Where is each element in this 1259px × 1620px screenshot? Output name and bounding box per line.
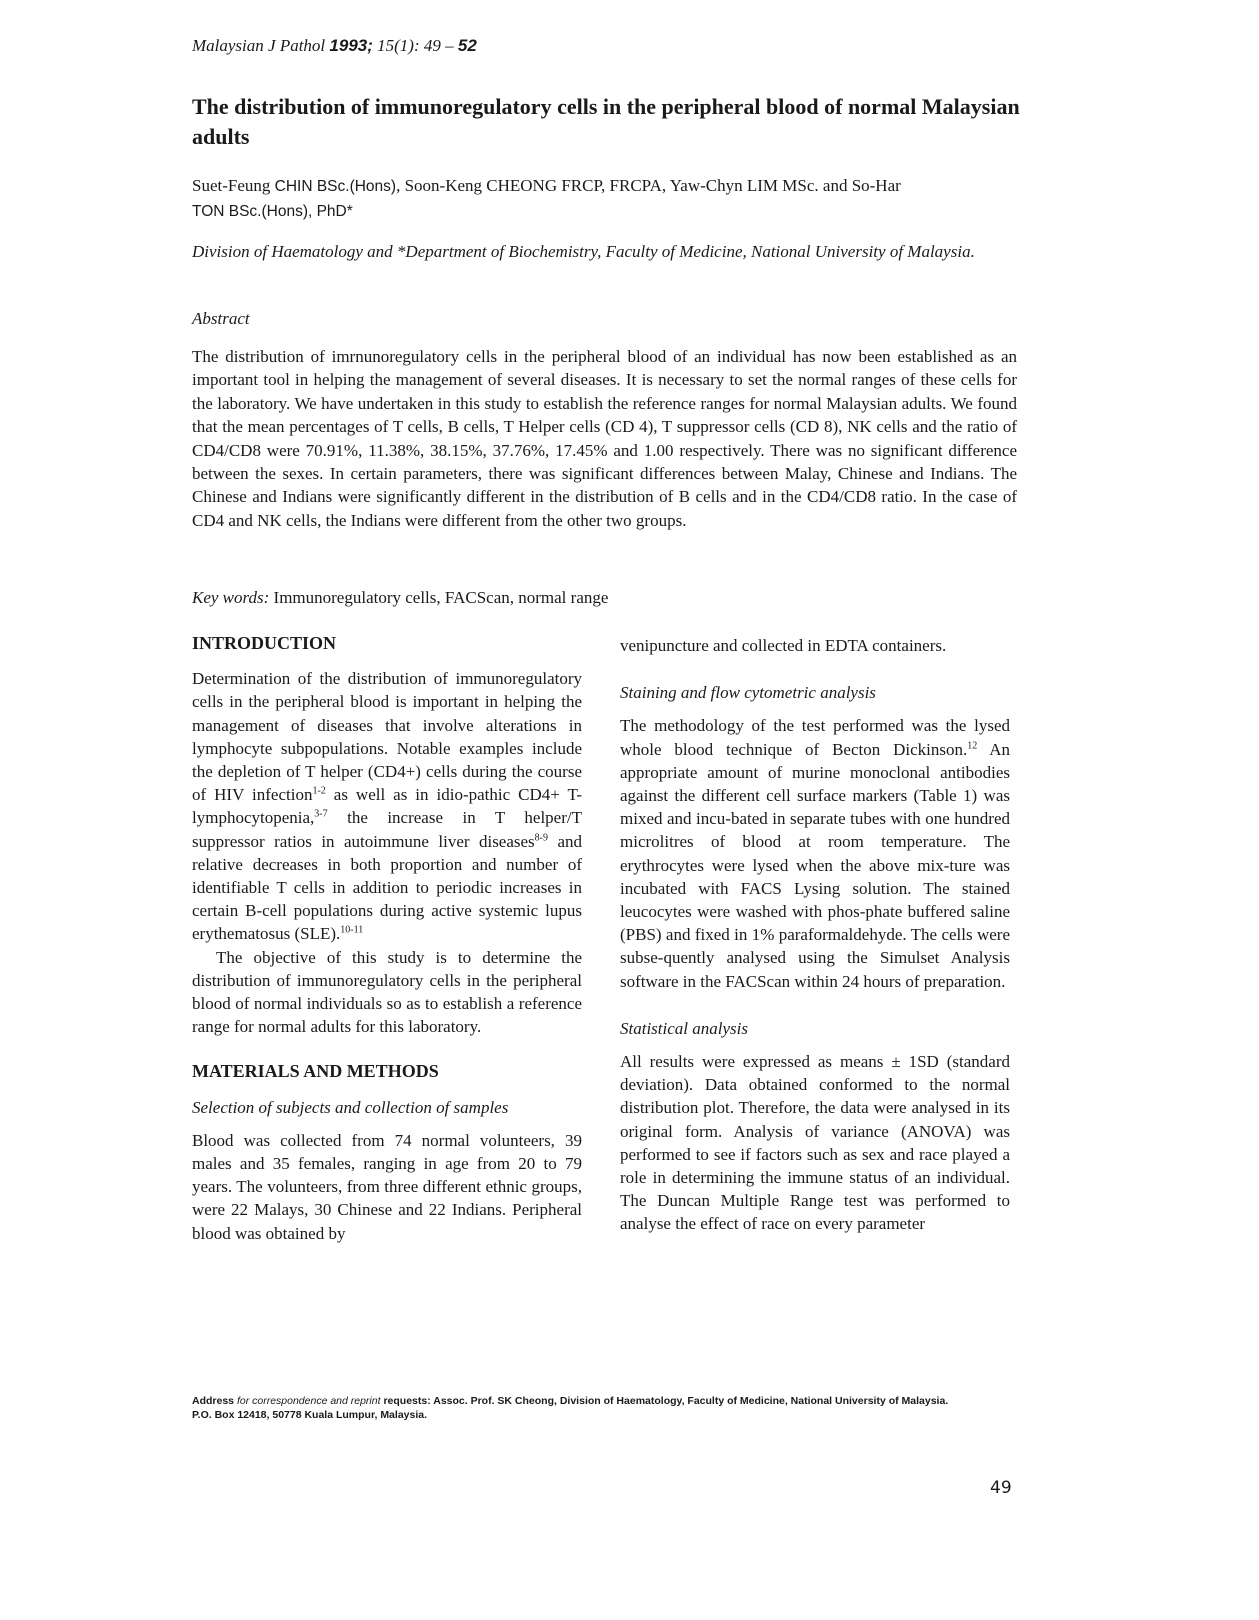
introduction-paragraph-1 <box>192 667 582 945</box>
continued-paragraph: venipuncture and collected in EDTA containers. <box>620 636 947 655</box>
abstract-text: The distribution of imrnunoregulatory cells in the peripheral blood of an individual has now been established as an important tool in helping the management of several diseases. It is necessary to set the normal ranges of these cells for the laboratory. We have undertaken in this study to establish the reference ranges for normal Malaysian adults. We found that the mean percentages of T cells, B cells, T Helper cells (CD 4), T suppressor cells (CD 8), NK cells and the ratio of CD4/CD8 were 70.91%, 11.38%, 38.15%, 37.76%, 17.45% and 1.00 respectively. There was no significant difference between the sexes. In certain parameters, there was significant differences between Malay, Chinese and Indians. The Chinese and Indians were significantly different in the distribution of B cells and in the CD4/CD8 ratio. In the case of CD4 and NK cells, the Indians were different from the other two groups. <box>192 347 1017 530</box>
citation-10-11: 10-11 <box>340 924 364 936</box>
staining-paragraph <box>620 714 1010 992</box>
journal-issue: 15(1): 49 – <box>372 36 458 55</box>
footnote-address: P.O. Box 12418, 50778 Kuala Lumpur, Malaysia. <box>192 1409 428 1421</box>
footnote-rest: requests: Assoc. Prof. SK Cheong, Division of Haematology, Faculty of Medicine, National University of Malaysia. <box>380 1395 949 1407</box>
journal-name: Malaysian J Pathol <box>192 36 326 55</box>
right-column <box>620 634 1010 1236</box>
citation-8-9: 8-9 <box>534 831 549 843</box>
statistics-paragraph: All results were expressed as means ± 1SD (standard deviation). Data obtained conformed to the normal distribution plot. Therefore, the data were analysed in its original form. Analysis of variance (ANOVA) was performed to see if factors such as sex and race played a role in determining the immune status of an individual. The Duncan Multiple Range test was performed to analyse the effect of race on every parameter <box>620 1052 1010 1234</box>
journal-year: 1993; <box>329 36 373 55</box>
page-number: 49 <box>990 1478 1012 1498</box>
methods-heading: MATERIALS AND METHODS <box>192 1061 439 1082</box>
staining-subheading: Staining and flow cytometric analysis <box>620 683 876 703</box>
affiliation: Division of Haematology and *Department of Biochemistry, Faculty of Medicine, National University of Malaysia. <box>192 242 975 261</box>
selection-subheading: Selection of subjects and collection of samples <box>192 1097 509 1117</box>
footnote-lead: Address <box>192 1395 237 1407</box>
keywords <box>192 588 1017 608</box>
staining-text-a: The methodology of the test performed was the lysed whole blood technique of Becton Dickinson. <box>620 716 1010 759</box>
author-1-name: Suet-Feung <box>192 176 275 195</box>
intro-text-b: as well as in idio-pathic CD4+ T-lymphocytopenia, <box>192 785 582 828</box>
staining-text-b: An appropriate amount of murine monoclonal antibodies against the different cell surface markers (Table 1) was mixed and incu-bated in separate tubes with one hundred microlitres of blood at room temperature. The erythrocytes were lysed when the above mix-ture was incubated with FACS Lysing solution. The stained leucocytes were washed with phos-phate buffered saline (PBS) and fixed in 1% paraformaldehyde. The cells were subse-quently analysed using the Simulset Analysis software in the FACScan within 24 hours of preparation. <box>620 739 1010 991</box>
author-1-credentials: CHIN BSc.(Hons) <box>274 178 397 195</box>
correspondence-footnote <box>192 1394 1022 1422</box>
intro-text-c: the increase in T helper/T suppressor ratios in autoimmune liver diseases <box>192 808 582 851</box>
intro-text-a: Determination of the distribution of immunoregulatory cells in the peripheral blood is important in helping the management of diseases that involve alterations in lymphocyte subpopulations. Notable examples include the depletion of T helper (CD4+) cells during the course of HIV infection <box>192 669 582 805</box>
statistics-subheading: Statistical analysis <box>620 1018 748 1038</box>
introduction-paragraph-2: The objective of this study is to determine the distribution of immunoregulatory cells in the peripheral blood of normal individuals so as to establish a reference range for normal adults for this laboratory. <box>192 947 582 1037</box>
paper-title: The distribution of immunoregulatory cells in the peripheral blood of normal Malaysian adults <box>192 94 1020 149</box>
citation-3-7: 3-7 <box>314 808 328 820</box>
introduction-heading: INTRODUCTION <box>192 633 337 653</box>
authors-continued: , Soon-Keng CHEONG FRCP, FRCPA, Yaw-Chyn LIM MSc. and So-Har <box>396 176 901 195</box>
abstract-heading: Abstract <box>192 309 250 328</box>
selection-paragraph: Blood was collected from 74 normal volunteers, 39 males and 35 females, ranging in age from 20 to 79 years. The volunteers, from three different ethnic groups, were 22 Malays, 30 Chinese and 22 Indians. Peripheral blood was obtained by <box>192 1130 582 1243</box>
keywords-label: Key words: <box>192 588 270 607</box>
citation-1-2: 1-2 <box>312 785 326 797</box>
author-list <box>192 174 1022 224</box>
citation-12: 12 <box>967 739 978 751</box>
intro-text-d: and relative decreases in both proportion and number of identifiable T cells in addition to periodic increases in certain B-cell populations during active systemic lupus erythematosus (SLE). <box>192 831 582 944</box>
journal-end-page: 52 <box>457 36 477 55</box>
footnote-italic: for correspondence and reprint <box>236 1395 381 1407</box>
keywords-text: Immunoregulatory cells, FACScan, normal range <box>269 588 609 607</box>
author-4: TON BSc.(Hons), PhD* <box>192 203 353 220</box>
journal-citation <box>192 36 477 56</box>
left-column <box>192 632 582 1245</box>
